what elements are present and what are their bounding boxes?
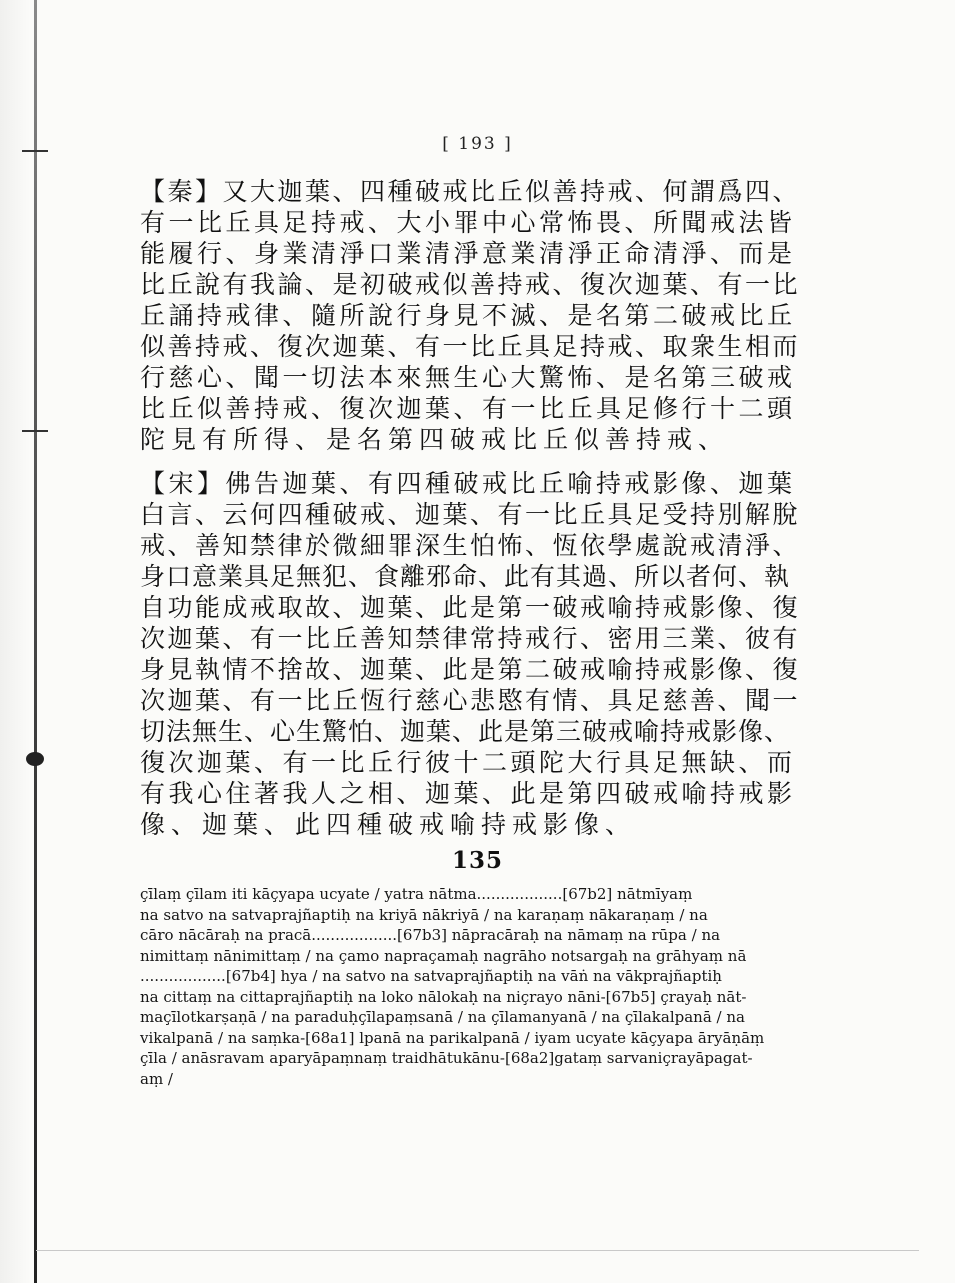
text-line: 次迦葉、有一比丘恆行慈心悲愍有情、具足慈善、聞一: [140, 686, 801, 715]
text-line: 丘誦持戒律、隨所說行身見不滅、是名第二破戒比丘: [140, 301, 796, 330]
sanskrit-paragraph: [140, 884, 810, 1089]
text-line: nimittaṃ nānimittaṃ / na çamo napraçamaḥ nagrāho notsargaḥ na grāhyaṃ nā: [140, 946, 747, 965]
book-binding-line: [34, 0, 37, 1283]
text-line: 自功能成戒取故、迦葉、此是第一破戒喻持戒影像、復: [140, 593, 801, 622]
binding-ink-blot: [26, 752, 44, 766]
text-line: 身口意業具足無犯、食離邪命、此有其過、所以者何、執: [140, 562, 791, 591]
text-line: 復次迦葉、有一比丘行彼十二頭陀大行具足無缺、而: [140, 748, 796, 777]
text-line: çīla / anāsravam aparyāpaṃnaṃ traidhātukānu-[68a2]gataṃ sarvaniçrayāpagat-: [140, 1049, 753, 1067]
text-line: 比丘似善持戒、復次迦葉、有一比丘具足修行十二頭: [140, 394, 796, 423]
text-line: maçīlotkarṣaṇā / na paraduḥçīlapaṃsanā / na çīlamanyanā / na çīlakalpanā / na: [140, 1008, 745, 1026]
text-line: 比丘說有我論、是初破戒似善持戒、復次迦葉、有一比: [140, 270, 801, 299]
text-line: 白言、云何四種破戒、迦葉、有一比丘具足受持別解脫: [140, 500, 801, 529]
text-line: 【宋】佛告迦葉、有四種破戒比丘喻持戒影像、迦葉: [140, 469, 796, 498]
text-line: cāro nācāraḥ na pracā..................[67b3] nāpracāraḥ na nāmaṃ na rūpa / na: [140, 926, 721, 944]
text-line: 陀見有所得、是名第四破戒比丘似善持戒、: [140, 425, 730, 454]
text-line: çīlaṃ çīlam iti kāçyapa ucyate / yatra nātma..................[67b2] nātmīyaṃ: [140, 885, 693, 903]
text-line: 【秦】又大迦葉、四種破戒比丘似善持戒、何謂爲四、: [140, 177, 801, 206]
page-edge-shadow: [0, 0, 30, 1283]
qin-translation-paragraph: [140, 176, 800, 455]
text-line: na satvo na satvaprajñaptiḥ na kriyā nākriyā / na karaṇaṃ nākaraṇaṃ / na: [140, 905, 708, 924]
scan-bottom-edge: [36, 1250, 919, 1251]
section-number: 135: [451, 847, 503, 874]
text-line: 切法無生、心生驚怕、迦葉、此是第三破戒喻持戒影像、: [140, 717, 791, 746]
text-line: 似善持戒、復次迦葉、有一比丘具足持戒、取衆生相而: [140, 332, 801, 361]
text-line: vikalpanā / na saṃka-[68a1] lpanā na parikalpanā / iyam ucyate kāçyapa āryāṇāṃ: [140, 1028, 765, 1047]
text-line: 身見執情不捨故、迦葉、此是第二破戒喻持戒影像、復: [140, 655, 801, 684]
page-header-number: [ 193 ]: [442, 134, 513, 154]
binding-tick-mark: [22, 430, 48, 432]
text-line: 有我心住著我人之相、迦葉、此是第四破戒喻持戒影: [140, 779, 796, 808]
text-line: 戒、善知禁律於微細罪深生怕怖、恆依學處說戒清淨、: [140, 531, 801, 560]
text-line: 行慈心、聞一切法本來無生心大驚怖、是名第三破戒: [140, 363, 796, 392]
text-line: ..................[67b4] hya / na satvo na satvaprajñaptiḥ na vāṅ na vākprajñaptiḥ: [140, 967, 722, 985]
text-line: na cittaṃ na cittaprajñaptiḥ na loko nālokaḥ na niçrayo nāni-[67b5] çrayaḥ nāt-: [140, 987, 747, 1006]
text-line: 像、迦葉、此四種破戒喻持戒影像、: [140, 810, 637, 839]
text-line: 次迦葉、有一比丘善知禁律常持戒行、密用三業、彼有: [140, 624, 801, 653]
song-translation-paragraph: [140, 468, 800, 840]
text-line: 能履行、身業清淨口業清淨意業清淨正命清淨、而是: [140, 239, 796, 268]
text-line: aṃ /: [140, 1069, 173, 1088]
text-line: 有一比丘具足持戒、大小罪中心常怖畏、所聞戒法皆: [140, 208, 796, 237]
